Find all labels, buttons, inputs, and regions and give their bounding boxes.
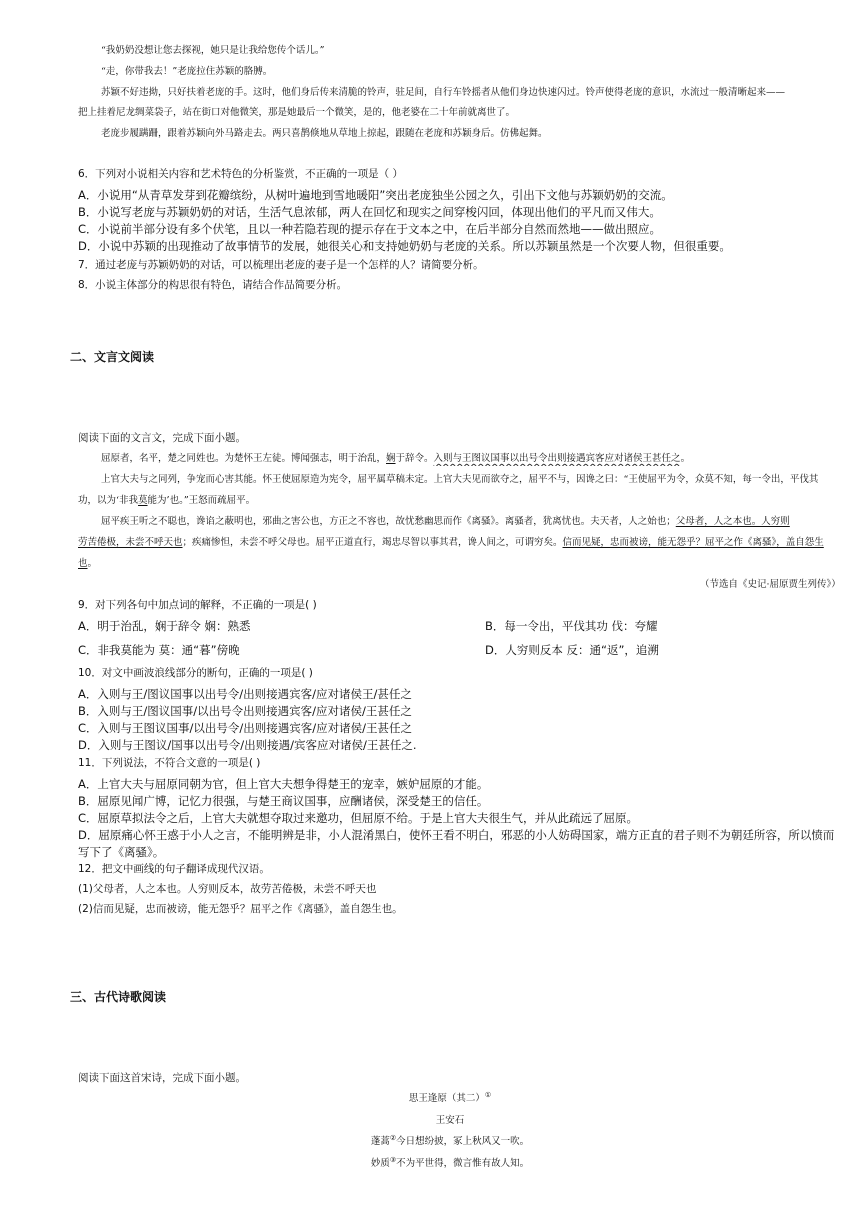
dotted-word-mo: 莫 [138, 495, 148, 506]
classical-text-line-4: 屈平疾王听之不聪也，谗谄之蔽明也，邪曲之害公也，方正之不容也，故忧愁幽思而作《离骚》。离骚者，犹离忧也。夫天者，人之始也；父母者，人之本也。人穷则 [101, 516, 790, 527]
footnote-mark: ① [484, 1090, 492, 1099]
question-9-option-a[interactable]: A．明于治乱，娴于辞令 娴：熟悉 [78, 619, 251, 633]
footnote-mark: ② [389, 1133, 397, 1142]
section-3-intro: 阅读下面这首宋诗，完成下面小题。 [78, 1072, 246, 1084]
question-11-option-a[interactable]: A．上官大夫与屈原同朝为官，但上官大夫想争得楚王的宠幸，嫉妒屈原的才能。 [78, 777, 489, 791]
section-2-heading: 二、文言文阅读 [70, 350, 155, 364]
question-6-option-d[interactable]: D．小说中苏颖的出现推动了故事情节的发展，她很关心和支持她奶奶与老庞的关系。所以苏颖虽然是一个次要人物，但很重要。 [78, 239, 731, 253]
question-12-stem: 12．把文中画线的句子翻译成现代汉语。 [78, 863, 270, 875]
question-9-stem: 9．对下列各句中加点词的解释，不正确的一项是( ) [78, 599, 317, 611]
question-11-option-d[interactable]: D．屈原痛心怀王惑于小人之言，不能明辨是非，小人混淆黑白，使怀王看不明白，邪恶的小人妨碍国家，端方正直的君子则不为朝廷所容，所以愤而 [78, 828, 835, 842]
poem-author: 王安石 [435, 1115, 465, 1126]
footnote-mark: ③ [389, 1155, 397, 1164]
poem-line-2: 妙质③不为平世得，微言惟有故人知。 [370, 1155, 530, 1169]
poem-line-1: 蓬蒿②今日想纷披，冢上秋风又一吹。 [370, 1133, 530, 1147]
question-7: 7．通过老庞与苏颖奶奶的对话，可以梳理出老庞的妻子是一个怎样的人？请简要分析。 [78, 259, 484, 271]
section-2-intro: 阅读下面的文言文，完成下面小题。 [78, 432, 246, 444]
story-paragraph-3-line1: 苏颖不好违拗，只好扶着老庞的手。这时，他们身后传来清脆的铃声，驻足间，自行车铃摇者从他们身边快速闪过。铃声使得老庞的意识，水流过一般清晰起来—— [101, 87, 786, 98]
story-paragraph-2: “走，你带我去！”老庞拉住苏颖的胳膊。 [101, 66, 273, 77]
question-10-option-b[interactable]: B．入则与王/图议国事/以出号令出则接遇宾客/应对诸侯/王甚任之 [78, 704, 412, 718]
question-11-option-c[interactable]: C．屈原草拟法令之后，上官大夫就想夺取过来邀功，但屈原不给。于是上官大夫很生气，并从此疏远了屈原。 [78, 811, 639, 825]
question-11-stem: 11．下列说法，不符合文意的一项是( ) [78, 757, 261, 769]
question-9-option-d[interactable]: D．人穷则反本 反：通“返”，追溯 [485, 643, 659, 657]
classical-text-source: （节选自《史记·屈原贾生列传》） [700, 579, 841, 590]
question-6-option-b[interactable]: B．小说写老庞与苏颖奶奶的对话，生活气息浓郁，两人在回忆和现实之间穿梭闪回，体现出他们的平凡而又伟大。 [78, 205, 661, 219]
classical-text-line-1: 屈原者，名平，楚之同姓也。为楚怀王左徒。博闻强志，明于治乱，娴于辞令。入则与王图议国事以出号令出则接遇宾客应对诸侯王甚任之。 [101, 453, 691, 464]
question-12-sentence-1: (1)父母者，人之本也。人穷则反本，故劳苦倦极，未尝不呼天也 [78, 883, 377, 895]
question-10-option-a[interactable]: A．入则与王/图议国事以出号令/出则接遇宾客/应对诸侯王/甚任之 [78, 687, 412, 701]
question-6-option-c[interactable]: C．小说前半部分设有多个伏笔，且以一种若隐若现的提示存在于文本之中，在后半部分自然而然地——做出照应。 [78, 222, 662, 236]
classical-text-line-2: 上官大夫与之同列，争宠而心害其能。怀王使屈原造为宪令，屈平属草稿未定。上官大夫见而欲夺之，屈平不与，因谗之曰：“王使屈平为令，众莫不知，每一令出，平伐其 [101, 474, 819, 485]
classical-text-line-3: 功，以为‘非我莫能为’也。”王怒而疏屈平。 [78, 495, 256, 506]
underlined-sentence-2b: 也 [78, 558, 88, 569]
underlined-sentence-1a: 父母者，人之本也。人穷则 [675, 516, 790, 527]
poem-title: 思王逢原（其二）① [408, 1090, 492, 1104]
question-10-option-c[interactable]: C．入则与王图议国事/以出号令/出则接遇宾客/应对诸侯/王甚任之 [78, 721, 413, 735]
underlined-sentence-1b: 劳苦倦极，未尝不呼天也 [78, 537, 183, 548]
question-10-option-d[interactable]: D．入则与王图议/国事以出号令/出则接遇/宾客应对诸侯/王甚任之. [78, 738, 417, 752]
classical-text-line-5: 劳苦倦极，未尝不呼天也；疾痛惨怛，未尝不呼父母也。屈平正道直行，竭忠尽智以事其君，谗人间之，可谓穷矣。信而见疑，忠而被谤，能无怨乎？屈平之作《离骚》，盖自怨生 [78, 537, 824, 548]
wavy-underlined-sentence: 入则与王图议国事以出号令出则接遇宾客应对诸侯王甚任之 [433, 453, 681, 464]
question-10-stem: 10．对文中画波浪线部分的断句，正确的一项是( ) [78, 667, 313, 679]
section-3-heading: 三、古代诗歌阅读 [70, 990, 167, 1004]
story-paragraph-3-line2: 把上挂着尼龙绸菜袋子，站在街口对他微笑，那是她最后一个微笑，是的，他老婆在二十年前就离世了。 [78, 107, 516, 118]
dotted-word-fa: 伐 [799, 474, 809, 485]
question-9-option-b[interactable]: B．每一令出，平伐其功 伐：夸耀 [485, 619, 658, 633]
underlined-sentence-2a: 信而见疑，忠而被谤，能无怨乎？屈平之作《离骚》，盖自怨生 [562, 537, 824, 548]
question-11-option-b[interactable]: B．屈原见闻广博，记忆力很强，与楚王商议国事，应酬诸侯，深受楚王的信任。 [78, 794, 489, 808]
question-9-option-c[interactable]: C．非我莫能为 莫：通“暮”傍晚 [78, 643, 240, 657]
story-paragraph-4: 老庞步履蹒跚，跟着苏颖向外马路走去。两只喜鹊倏地从草地上掠起，跟随在老庞和苏颖身后。仿佛起舞。 [101, 128, 548, 139]
question-6-option-a[interactable]: A．小说用“从青草发芽到花瓣缤纷，从树叶遍地到雪地暖阳”突出老庞独坐公园之久，引出下文他与苏颖奶奶的交流。 [78, 188, 673, 202]
question-12-sentence-2: (2)信而见疑，忠而被谤，能无怨乎？屈平之作《离骚》，盖自怨生也。 [78, 903, 403, 915]
question-6-stem: 6．下列对小说相关内容和艺术特色的分析鉴赏，不正确的一项是（ ） [78, 168, 404, 180]
classical-text-line-6: 也。 [78, 558, 98, 569]
question-8: 8．小说主体部分的构思很有特色，请结合作品简要分析。 [78, 279, 348, 291]
dotted-word-xian: 娴 [386, 453, 396, 464]
question-11-option-d-cont: 写下了《离骚》。 [78, 845, 165, 859]
story-paragraph-1: “我奶奶没想让您去探视，她只是让我给您传个话儿。” [101, 45, 325, 56]
